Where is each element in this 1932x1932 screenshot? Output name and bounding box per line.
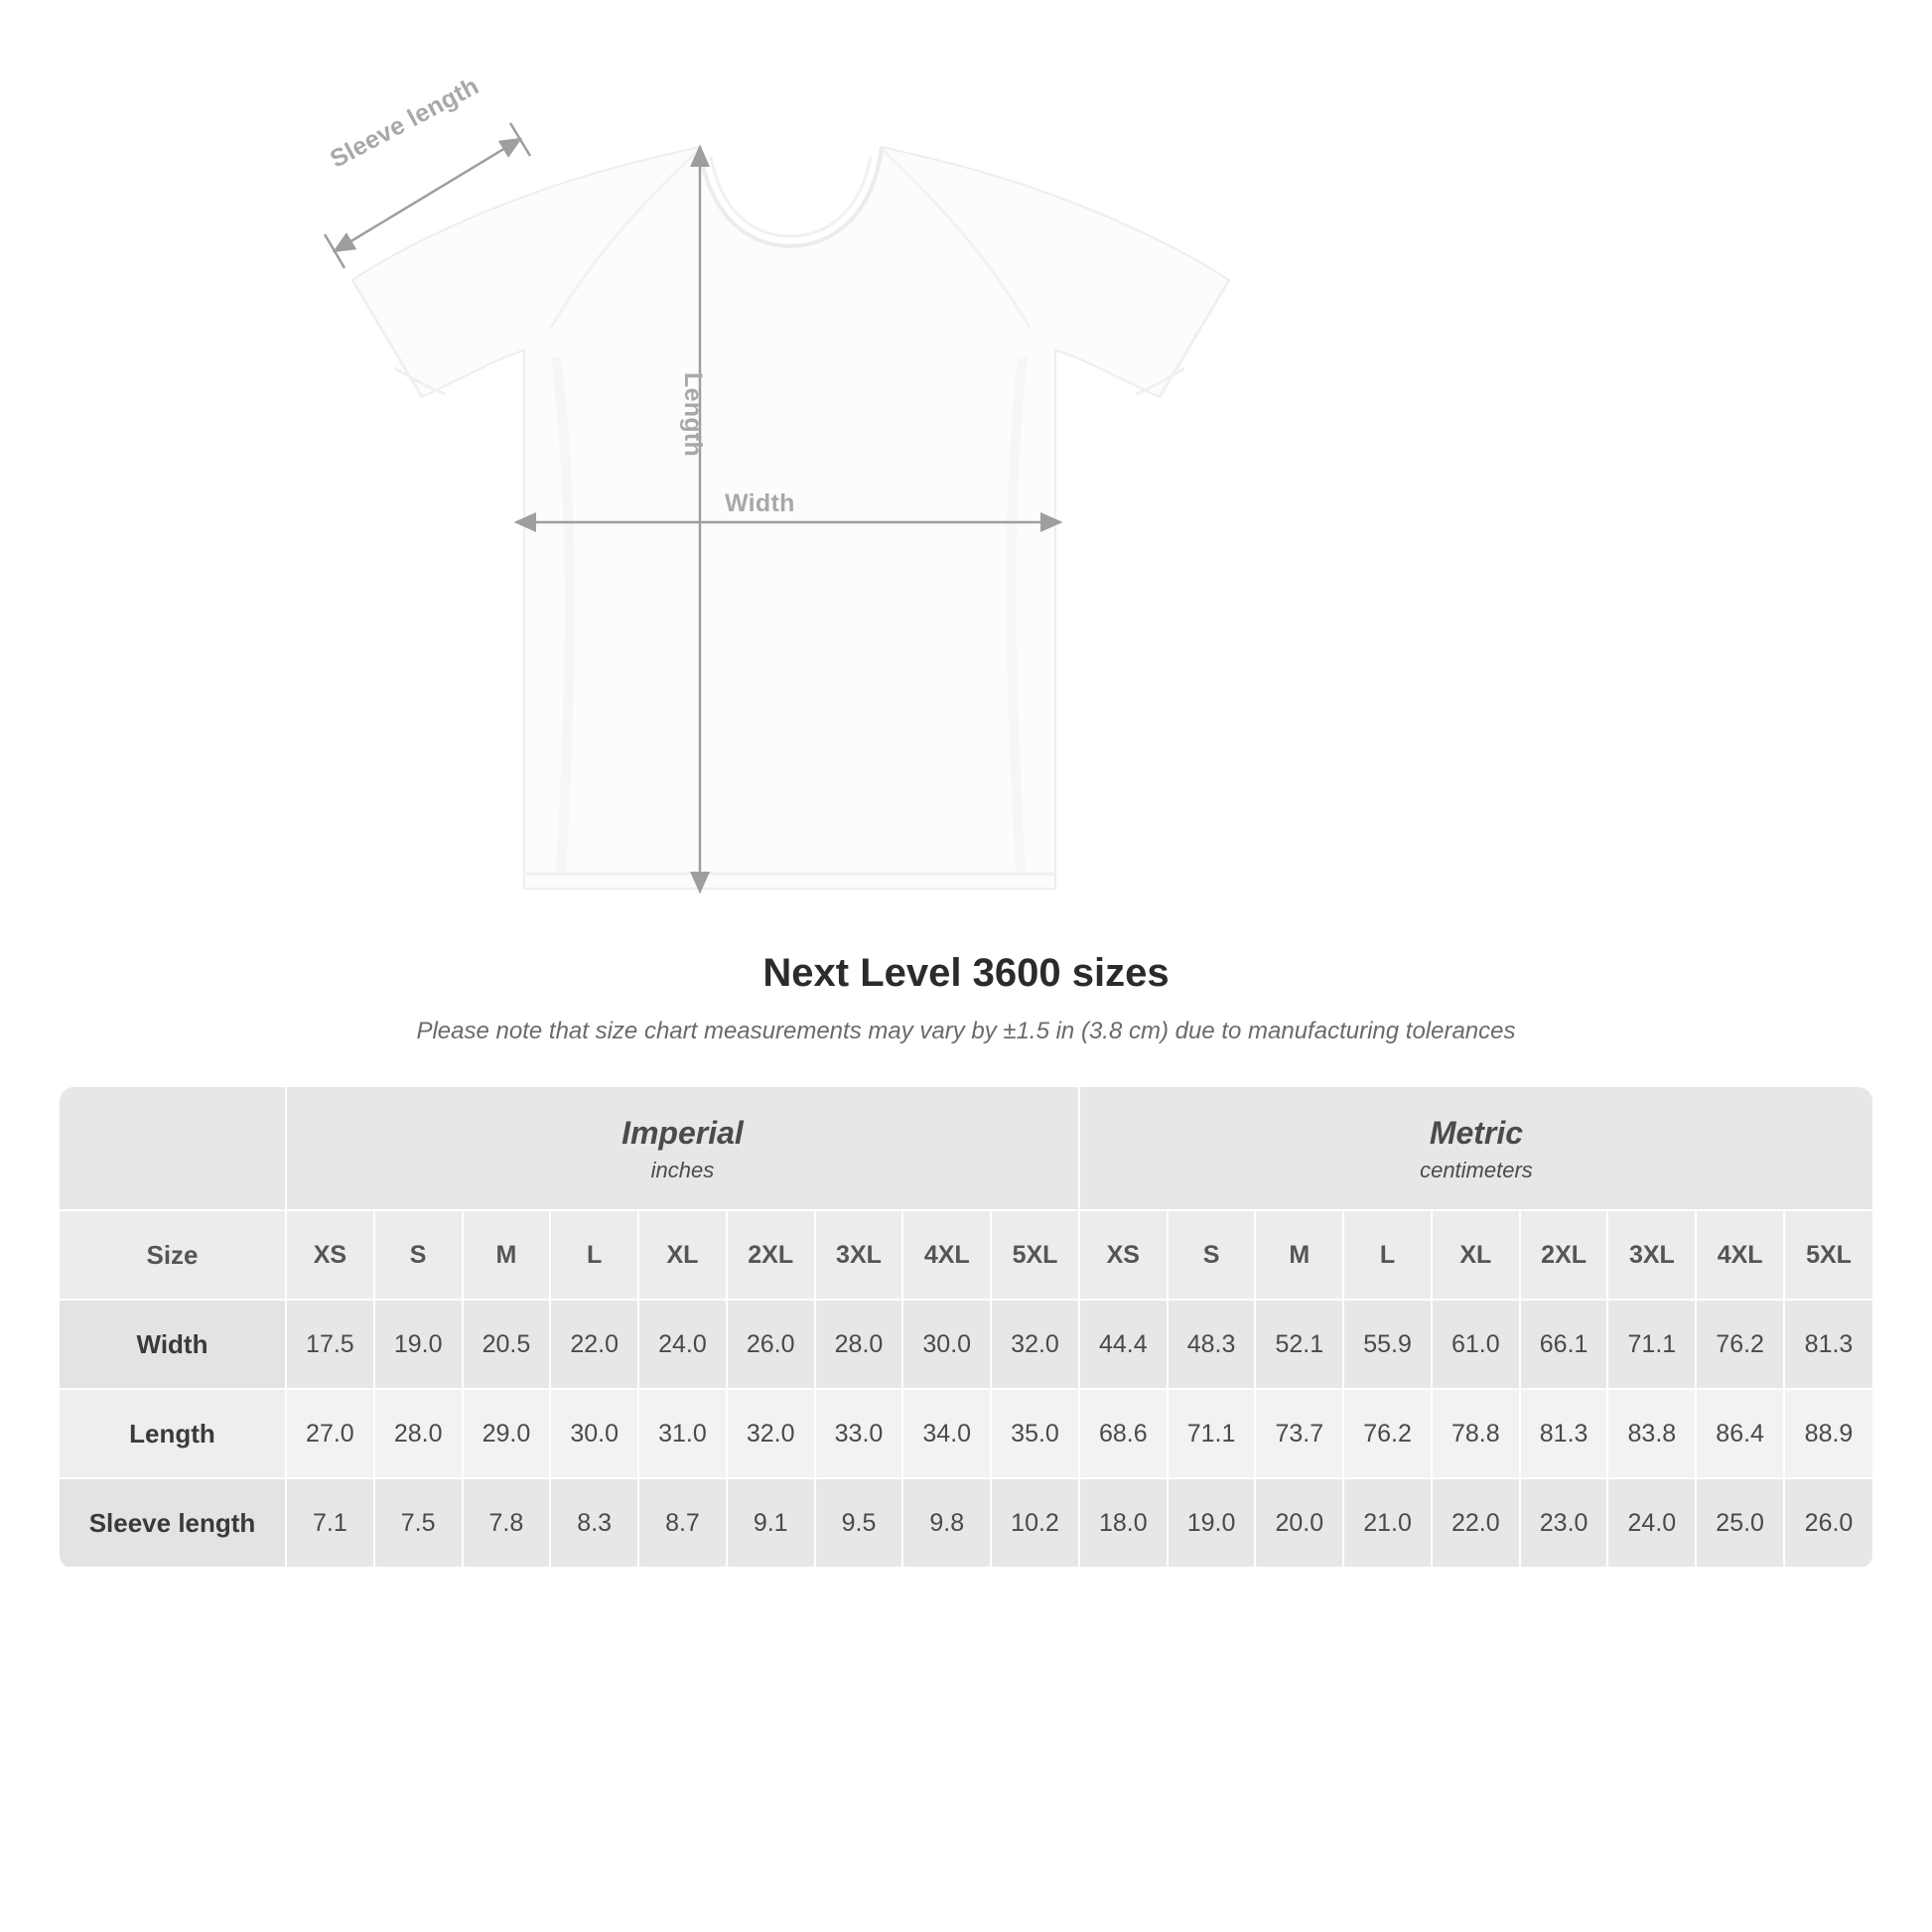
table-row: [60, 1389, 1872, 1478]
tshirt-diagram: [0, 0, 1932, 923]
cell-width-imperial-5xl: 32.0: [991, 1300, 1079, 1389]
cell-length-metric-s: 71.1: [1168, 1389, 1256, 1478]
cell-length-metric-2xl: 81.3: [1520, 1389, 1608, 1478]
size-header-imperial-4xl: 4XL: [902, 1210, 991, 1300]
size-header-imperial-s: S: [374, 1210, 463, 1300]
size-header-imperial-xs: XS: [286, 1210, 374, 1300]
cell-length-imperial-m: 29.0: [463, 1389, 551, 1478]
table-row: [60, 1478, 1872, 1568]
size-header-imperial-xl: XL: [638, 1210, 727, 1300]
cell-sleeve-imperial-xl: 8.7: [638, 1478, 727, 1568]
cell-length-metric-3xl: 83.8: [1607, 1389, 1696, 1478]
length-label: Length: [679, 372, 707, 458]
size-header-metric-4xl: 4XL: [1696, 1210, 1784, 1300]
garment-illustration: [0, 0, 1932, 923]
table-row: [60, 1300, 1872, 1389]
cell-sleeve-imperial-2xl: 9.1: [727, 1478, 815, 1568]
sleeve-tick-left: [325, 234, 345, 268]
row-label-sleeve-length: Sleeve length: [60, 1478, 286, 1568]
cell-length-metric-m: 73.7: [1255, 1389, 1343, 1478]
size-header-imperial-l: L: [550, 1210, 638, 1300]
cell-sleeve-metric-3xl: 24.0: [1607, 1478, 1696, 1568]
unit-sub-imperial: inches: [650, 1158, 715, 1182]
size-header-imperial-3xl: 3XL: [815, 1210, 903, 1300]
cell-width-metric-2xl: 66.1: [1520, 1300, 1608, 1389]
cell-sleeve-imperial-l: 8.3: [550, 1478, 638, 1568]
cell-width-imperial-xl: 24.0: [638, 1300, 727, 1389]
cell-sleeve-imperial-4xl: 9.8: [902, 1478, 991, 1568]
cell-width-metric-xl: 61.0: [1432, 1300, 1520, 1389]
cell-sleeve-metric-4xl: 25.0: [1696, 1478, 1784, 1568]
cell-width-metric-m: 52.1: [1255, 1300, 1343, 1389]
size-header-imperial-m: M: [463, 1210, 551, 1300]
tolerance-note: Please note that size chart measurements may vary by ±1.5 in (3.8 cm) due to manufacturing tolerances: [416, 1018, 1516, 1044]
cell-sleeve-imperial-3xl: 9.5: [815, 1478, 903, 1568]
unit-header-spacer: [60, 1087, 286, 1210]
cell-sleeve-imperial-xs: 7.1: [286, 1478, 374, 1568]
unit-name-imperial: Imperial: [621, 1115, 744, 1151]
cell-length-metric-xl: 78.8: [1432, 1389, 1520, 1478]
size-header-label: Size: [60, 1210, 286, 1300]
cell-length-imperial-4xl: 34.0: [902, 1389, 991, 1478]
size-header-metric-xs: XS: [1079, 1210, 1168, 1300]
sleeve-length-label: Sleeve length: [326, 71, 483, 174]
cell-sleeve-imperial-5xl: 10.2: [991, 1478, 1079, 1568]
cell-length-metric-5xl: 88.9: [1784, 1389, 1872, 1478]
cell-length-metric-xs: 68.6: [1079, 1389, 1168, 1478]
unit-header-imperial: [286, 1087, 1079, 1210]
size-header-row: [60, 1210, 1872, 1300]
cell-length-imperial-l: 30.0: [550, 1389, 638, 1478]
size-header-metric-5xl: 5XL: [1784, 1210, 1872, 1300]
sleeve-tick-right: [510, 123, 530, 156]
cell-length-imperial-xl: 31.0: [638, 1389, 727, 1478]
size-header-metric-s: S: [1168, 1210, 1256, 1300]
cell-length-metric-4xl: 86.4: [1696, 1389, 1784, 1478]
cell-length-imperial-xs: 27.0: [286, 1389, 374, 1478]
cell-sleeve-metric-xs: 18.0: [1079, 1478, 1168, 1568]
cell-width-metric-s: 48.3: [1168, 1300, 1256, 1389]
size-header-metric-2xl: 2XL: [1520, 1210, 1608, 1300]
cell-length-imperial-2xl: 32.0: [727, 1389, 815, 1478]
cell-width-metric-xs: 44.4: [1079, 1300, 1168, 1389]
size-table: [60, 1087, 1872, 1569]
size-table-wrapper: [60, 1087, 1872, 1569]
unit-sub-metric: centimeters: [1420, 1158, 1533, 1182]
unit-header-row: [60, 1087, 1872, 1210]
cell-sleeve-imperial-m: 7.8: [463, 1478, 551, 1568]
size-header-imperial-2xl: 2XL: [727, 1210, 815, 1300]
size-header-imperial-5xl: 5XL: [991, 1210, 1079, 1300]
width-label: Width: [725, 489, 795, 517]
unit-header-metric: [1079, 1087, 1872, 1210]
size-header-metric-l: L: [1343, 1210, 1432, 1300]
cell-width-imperial-4xl: 30.0: [902, 1300, 991, 1389]
row-label-width: Width: [60, 1300, 286, 1389]
cell-width-metric-l: 55.9: [1343, 1300, 1432, 1389]
row-label-length: Length: [60, 1389, 286, 1478]
cell-width-metric-3xl: 71.1: [1607, 1300, 1696, 1389]
cell-width-imperial-xs: 17.5: [286, 1300, 374, 1389]
cell-width-imperial-l: 22.0: [550, 1300, 638, 1389]
cell-width-metric-5xl: 81.3: [1784, 1300, 1872, 1389]
page-title: Next Level 3600 sizes: [762, 951, 1170, 995]
cell-length-metric-l: 76.2: [1343, 1389, 1432, 1478]
cell-sleeve-metric-xl: 22.0: [1432, 1478, 1520, 1568]
cell-sleeve-metric-5xl: 26.0: [1784, 1478, 1872, 1568]
cell-sleeve-metric-l: 21.0: [1343, 1478, 1432, 1568]
cell-length-imperial-s: 28.0: [374, 1389, 463, 1478]
cell-length-imperial-3xl: 33.0: [815, 1389, 903, 1478]
size-header-metric-3xl: 3XL: [1607, 1210, 1696, 1300]
cell-width-metric-4xl: 76.2: [1696, 1300, 1784, 1389]
cell-width-imperial-2xl: 26.0: [727, 1300, 815, 1389]
size-header-metric-m: M: [1255, 1210, 1343, 1300]
size-header-metric-xl: XL: [1432, 1210, 1520, 1300]
cell-length-imperial-5xl: 35.0: [991, 1389, 1079, 1478]
cell-sleeve-imperial-s: 7.5: [374, 1478, 463, 1568]
cell-sleeve-metric-2xl: 23.0: [1520, 1478, 1608, 1568]
cell-sleeve-metric-s: 19.0: [1168, 1478, 1256, 1568]
cell-width-imperial-m: 20.5: [463, 1300, 551, 1389]
cell-width-imperial-s: 19.0: [374, 1300, 463, 1389]
cell-sleeve-metric-m: 20.0: [1255, 1478, 1343, 1568]
unit-name-metric: Metric: [1429, 1115, 1524, 1151]
cell-width-imperial-3xl: 28.0: [815, 1300, 903, 1389]
